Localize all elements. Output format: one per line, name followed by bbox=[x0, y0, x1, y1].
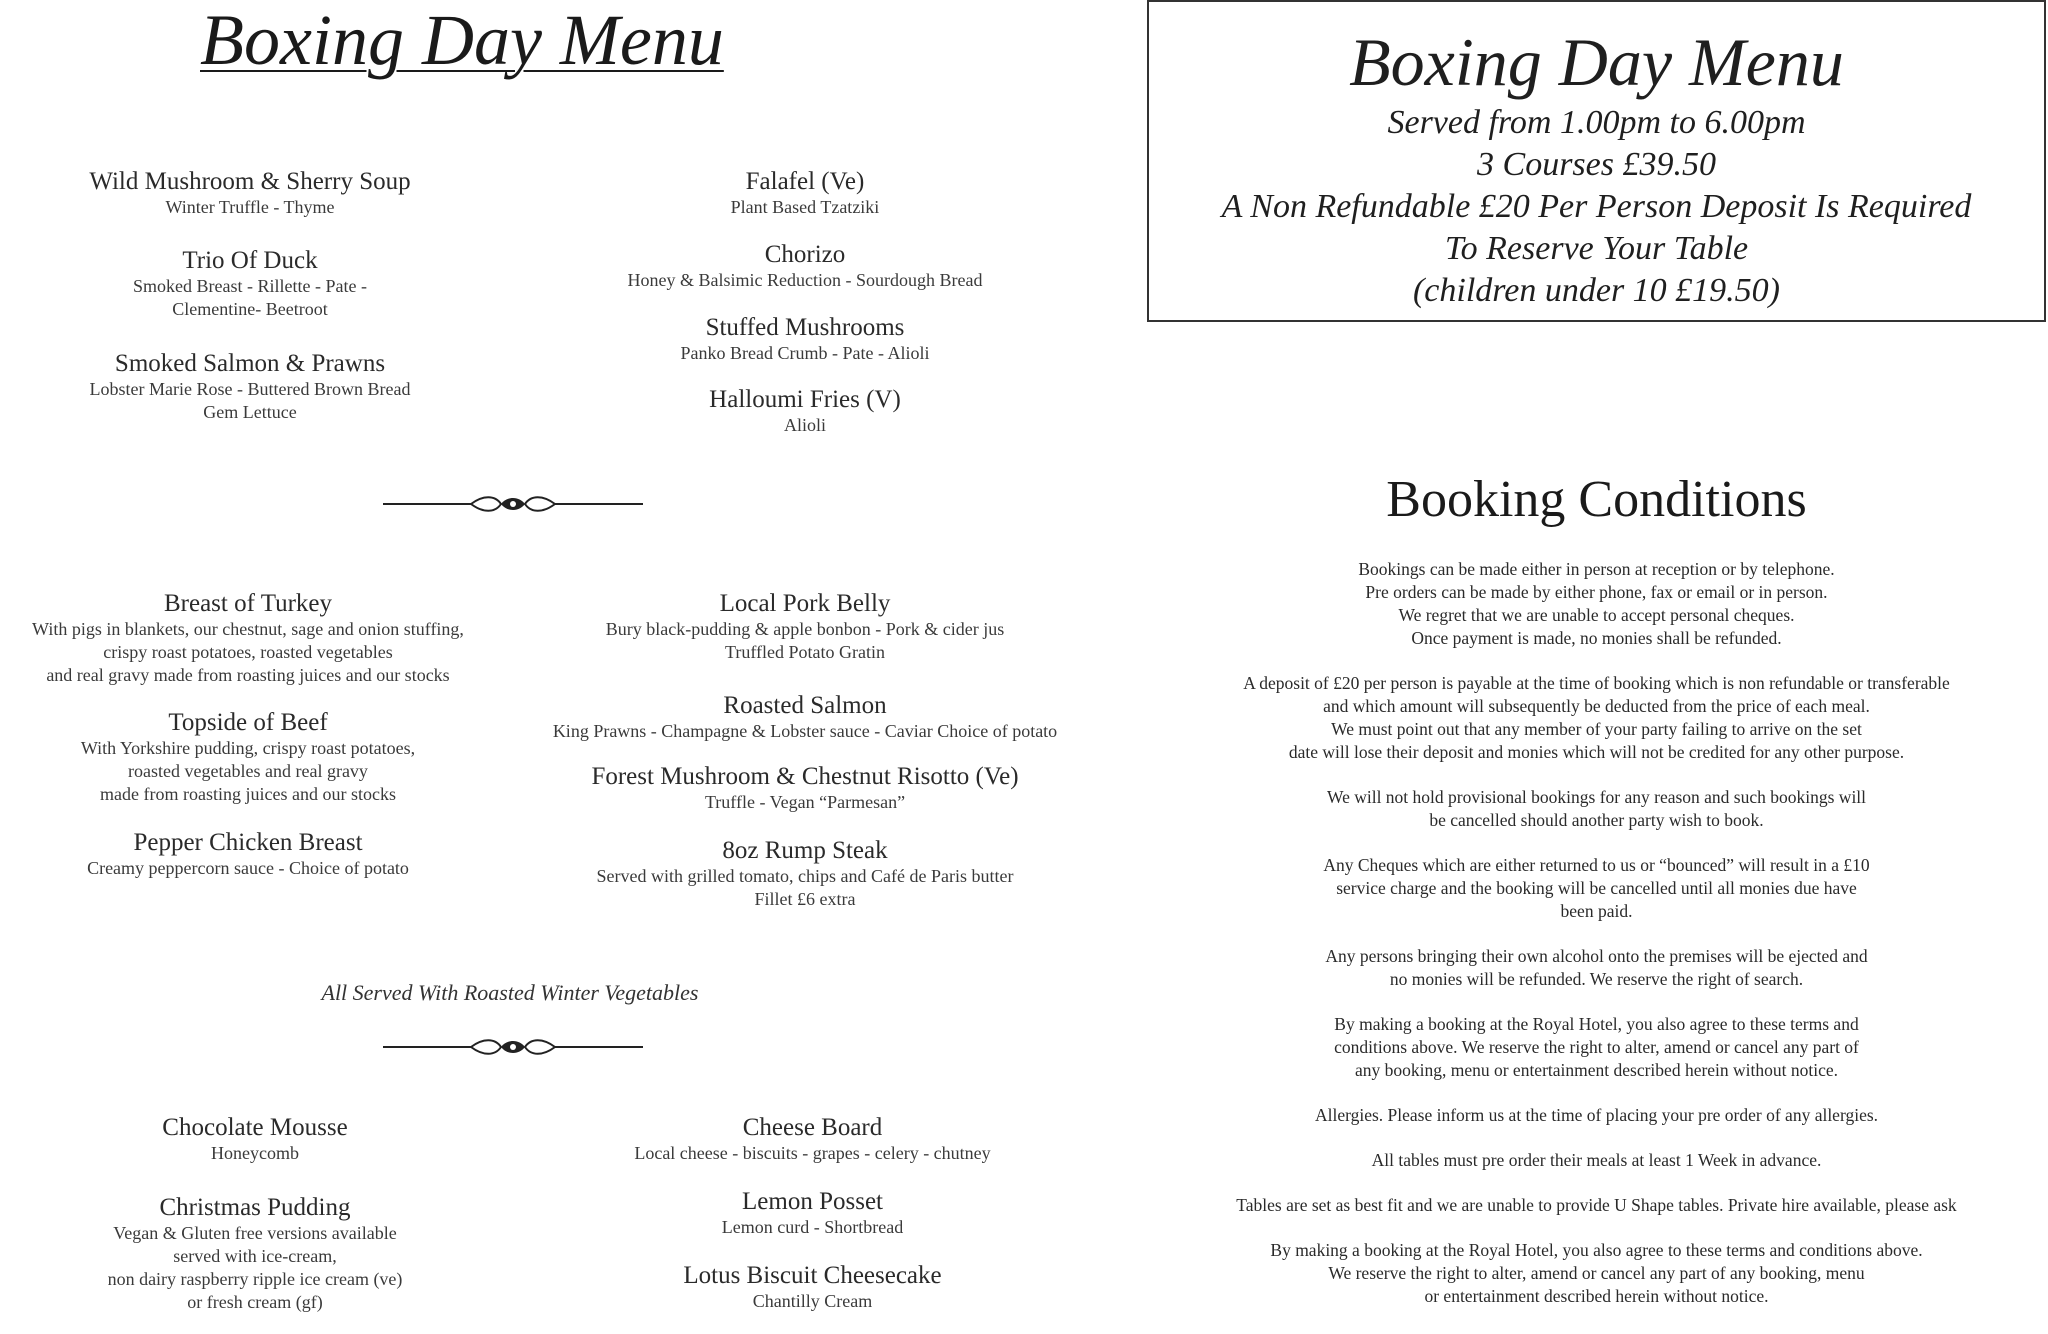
dish-name: Cheese Board bbox=[742, 1114, 883, 1141]
dish-description: Vegan & Gluten free versions available served with ice-cream, non dairy raspberry ripple ice cream (ve) or fresh cream (gf) bbox=[107, 1223, 403, 1312]
condition-paragraph: Tables are set as best fit and we are unable to provide U Shape tables. Private hire available, please ask bbox=[1236, 1195, 1957, 1215]
dish-description: Chantilly Cream bbox=[752, 1291, 873, 1311]
dish-name: Wild Mushroom & Sherry Soup bbox=[89, 168, 411, 195]
info-box bbox=[1147, 0, 2046, 322]
menu-item bbox=[560, 1262, 1065, 1313]
menu-item bbox=[510, 763, 1100, 814]
dish-name: Halloumi Fries (V) bbox=[709, 386, 901, 413]
dish-description: Smoked Breast - Rillette - Pate - Clementine- Beetroot bbox=[133, 276, 367, 319]
menu-item bbox=[40, 1114, 470, 1165]
dish-name: Topside of Beef bbox=[168, 709, 328, 736]
condition-paragraph: A deposit of £20 per person is payable at the time of booking which is non refundable or transferable and which amount will subsequently be deducted from the price of each meal. We must point out that any member of your party failing to arrive on the set date will lose their deposit and monies which will not be credited for any other purpose. bbox=[1243, 673, 1950, 762]
info-box-line: To Reserve Your Table bbox=[1444, 230, 1749, 267]
info-box-line: A Non Refundable £20 Per Person Deposit Is Required bbox=[1221, 188, 1972, 225]
dish-description: Plant Based Tzatziki bbox=[730, 197, 880, 217]
menu-item bbox=[560, 241, 1050, 292]
dish-name: Trio Of Duck bbox=[182, 247, 318, 274]
dish-description: Lemon curd - Shortbread bbox=[721, 1217, 904, 1237]
dish-name: Chorizo bbox=[764, 241, 846, 268]
menu-item bbox=[560, 1114, 1065, 1165]
dish-description: King Prawns - Champagne & Lobster sauce - Caviar Choice of potato bbox=[552, 721, 1058, 741]
dish-description: With pigs in blankets, our chestnut, sage and onion stuffing, crispy roast potatoes, roasted vegetables and real gravy made from roasting juices and our stocks bbox=[32, 619, 464, 685]
dish-description: Creamy peppercorn sauce - Choice of potato bbox=[87, 858, 409, 878]
condition-paragraph: All tables must pre order their meals at least 1 Week in advance. bbox=[1371, 1150, 1822, 1170]
dish-name: Breast of Turkey bbox=[163, 590, 333, 617]
dish-description: Local cheese - biscuits - grapes - celery - chutney bbox=[634, 1143, 991, 1163]
dish-name: Smoked Salmon & Prawns bbox=[114, 350, 386, 377]
booking-conditions-text bbox=[1175, 558, 2018, 1330]
menu-item bbox=[0, 590, 496, 687]
dish-name: Christmas Pudding bbox=[159, 1194, 351, 1221]
info-box-line: Served from 1.00pm to 6.00pm bbox=[1387, 104, 1806, 141]
menu-item bbox=[0, 709, 496, 806]
menu-item bbox=[560, 314, 1050, 365]
dish-description: Served with grilled tomato, chips and Café de Paris butter Fillet £6 extra bbox=[596, 866, 1014, 909]
dish-description: Truffle - Vegan “Parmesan” bbox=[704, 792, 906, 812]
dish-description: Lobster Marie Rose - Buttered Brown Bread Gem Lettuce bbox=[89, 379, 411, 422]
booking-conditions-title: Booking Conditions bbox=[1386, 471, 1807, 528]
dish-description: With Yorkshire pudding, crispy roast potatoes, roasted vegetables and real gravy made from roasting juices and our stocks bbox=[80, 738, 416, 804]
info-box-line: (children under 10 £19.50) bbox=[1412, 272, 1780, 309]
ornamental-divider-icon bbox=[383, 492, 643, 516]
dish-name: Local Pork Belly bbox=[719, 590, 891, 617]
ornamental-divider-icon bbox=[383, 1035, 643, 1059]
mains-note: All Served With Roasted Winter Vegetables bbox=[321, 980, 699, 1005]
condition-paragraph: We will not hold provisional bookings for any reason and such bookings will be cancelled should another party wish to book. bbox=[1326, 787, 1867, 830]
dish-name: Roasted Salmon bbox=[723, 692, 887, 719]
menu-item bbox=[510, 692, 1100, 743]
dish-name: Lotus Biscuit Cheesecake bbox=[683, 1262, 942, 1289]
condition-paragraph: Bookings can be made either in person at reception or by telephone. Pre orders can be made by either phone, fax or email or in person. We regret that we are unable to accept personal cheques. Once payment is made, no monies shall be refunded. bbox=[1358, 559, 1835, 648]
dish-name: Falafel (Ve) bbox=[745, 168, 865, 195]
menu-item bbox=[560, 168, 1050, 219]
condition-paragraph: Any Cheques which are either returned to us or “bounced” will result in a £10 service charge and the booking will be cancelled until all monies due have been paid. bbox=[1323, 855, 1870, 921]
menu-item bbox=[560, 1188, 1065, 1239]
dish-name: Stuffed Mushrooms bbox=[705, 314, 905, 341]
condition-paragraph: By making a booking at the Royal Hotel, you also agree to these terms and conditions above. We reserve the right to alter, amend or cancel any part of any booking, menu or entertainment described herein without notice. bbox=[1270, 1240, 1923, 1306]
dish-name: Forest Mushroom & Chestnut Risotto (Ve) bbox=[591, 763, 1019, 790]
menu-item bbox=[40, 1194, 470, 1314]
dish-name: 8oz Rump Steak bbox=[722, 837, 888, 864]
dish-description: Bury black-pudding & apple bonbon - Pork & cider jus Truffled Potato Gratin bbox=[605, 619, 1005, 662]
condition-paragraph: Any persons bringing their own alcohol onto the premises will be ejected and no monies will be refunded. We reserve the right of search. bbox=[1325, 946, 1868, 989]
condition-paragraph: By making a booking at the Royal Hotel, you also agree to these terms and conditions above. We reserve the right to alter, amend or cancel any part of any booking, menu or entertainment described herein without notice. bbox=[1334, 1014, 1859, 1080]
menu-item bbox=[40, 350, 460, 424]
info-box-title: Boxing Day Menu bbox=[1349, 24, 1844, 100]
info-box-line: 3 Courses £39.50 bbox=[1477, 146, 1716, 183]
menu-item bbox=[40, 168, 460, 219]
condition-paragraph: Allergies. Please inform us at the time of placing your pre order of any allergies. bbox=[1314, 1105, 1879, 1125]
dish-name: Chocolate Mousse bbox=[162, 1114, 348, 1141]
menu-title: Boxing Day Menu bbox=[200, 0, 724, 80]
dish-description: Winter Truffle - Thyme bbox=[165, 197, 335, 217]
dish-name: Pepper Chicken Breast bbox=[133, 829, 363, 856]
dish-description: Honey & Balsimic Reduction - Sourdough Bread bbox=[627, 270, 983, 290]
menu-item bbox=[0, 829, 496, 880]
menu-item bbox=[560, 386, 1050, 437]
dish-name: Lemon Posset bbox=[742, 1188, 883, 1215]
menu-item bbox=[510, 590, 1100, 664]
menu-item bbox=[510, 837, 1100, 911]
dish-description: Honeycomb bbox=[211, 1143, 299, 1163]
dish-description: Alioli bbox=[783, 415, 826, 435]
dish-description: Panko Bread Crumb - Pate - Alioli bbox=[680, 343, 930, 363]
menu-item bbox=[40, 247, 460, 321]
